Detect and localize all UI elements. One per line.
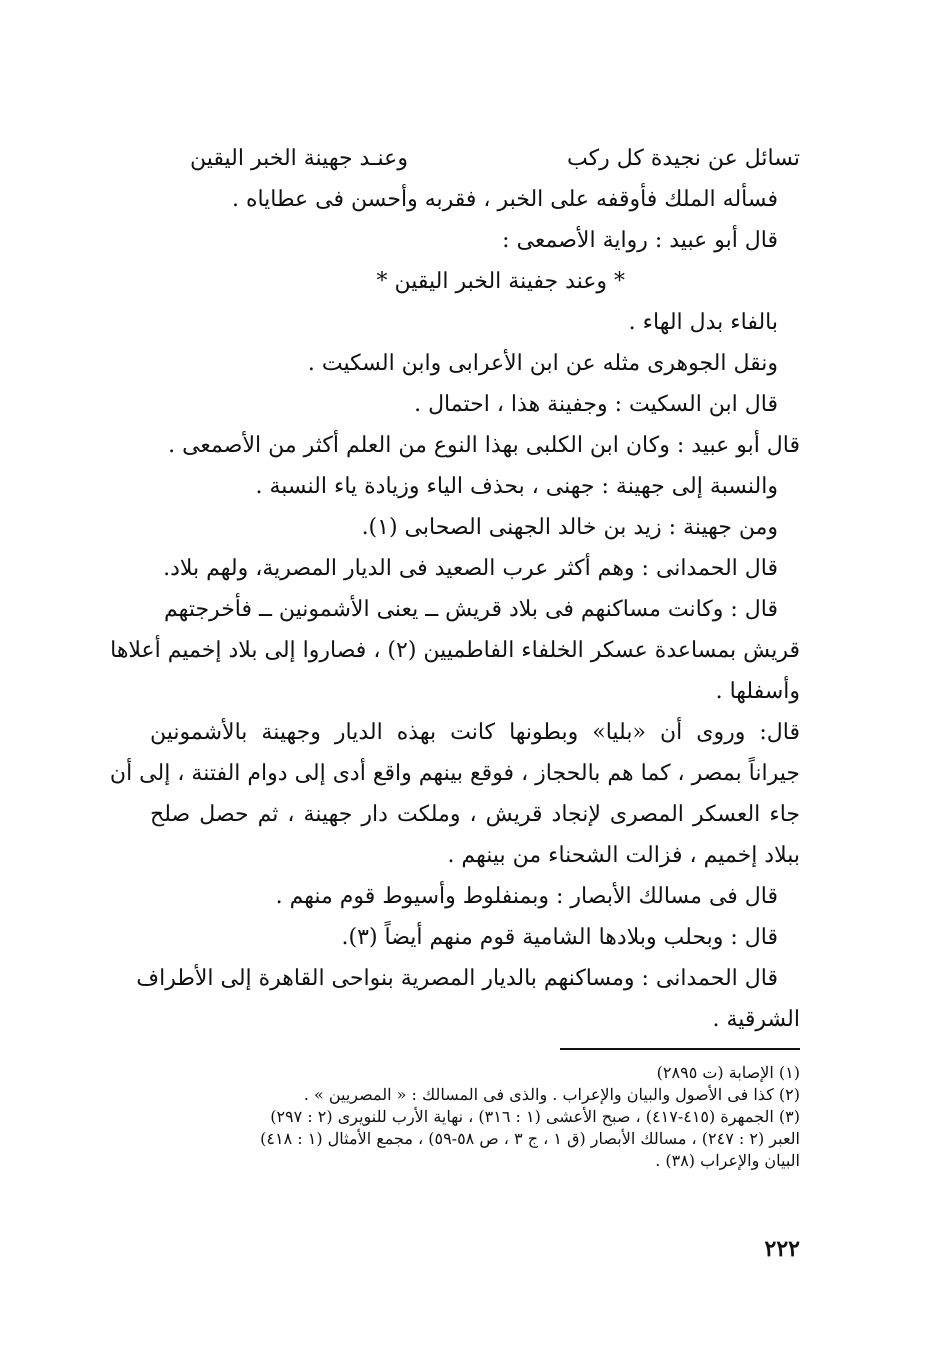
text-line: الشرقية .	[712, 1007, 800, 1032]
footnote-divider	[560, 1048, 800, 1050]
footnote: (٣) الجمهرة (٤١٥-٤١٧) ، صبح الأعشى (١ : ٣١٦) ، نهاية الأرب للنويرى (٢ : ٢٩٧)	[270, 1107, 800, 1126]
text-line: قال : وبحلب وبلادها الشامية قوم منهم أيضاً (٣).	[341, 925, 778, 950]
text-line: وأسفلها .	[715, 679, 800, 704]
text-line: قريش بمساعدة عسكر الخلفاء الفاطميين (٢) ، فصاروا إلى بلاد إخميم أعلاها	[110, 638, 800, 663]
text-line: قال فى مسالك الأبصار : وبمنفلوط وأسيوط قوم منهم .	[275, 884, 778, 909]
text-line: ومن جهينة : زيد بن خالد الجهنى الصحابى (١).	[361, 515, 778, 540]
quoted-verse: * وعند جفينة الخبر اليقين *	[376, 269, 625, 294]
text-line: والنسبة إلى جهينة : جهنى ، بحذف الياء وزيادة ياء النسبة .	[255, 474, 778, 499]
poem-verse	[150, 138, 800, 179]
text-line: قال: وروى أن «بليا» وبطونها كانت بهذه الديار وجهينة بالأشمونين	[150, 720, 800, 745]
footnote: (١) الإصابة (ت ٢٨٩٥)	[656, 1063, 800, 1082]
page-number: ٢٢٢	[764, 1236, 800, 1262]
text-line: ونقل الجوهرى مثله عن ابن الأعرابى وابن السكيت .	[307, 351, 778, 376]
footnote-continuation: البيان والإعراب (٣٨) .	[655, 1151, 800, 1170]
text-line: قال أبو عبيد : رواية الأصمعى :	[502, 228, 778, 253]
text-line: فسأله الملك فأوقفه على الخبر ، فقربه وأحسن فى عطاياه .	[231, 187, 778, 212]
poem-first-hemistich: تسائل عن نجيدة كل ركب	[567, 146, 800, 171]
text-line: قال : وكانت مساكنهم فى بلاد قريش ــ يعنى الأشمونين ــ فأخرجتهم	[164, 597, 778, 622]
text-line: قال الحمدانى : ومساكنهم بالديار المصرية بنواحى القاهرة إلى الأطراف	[136, 966, 778, 991]
text-line: جاء العسكر المصرى لإنجاد قريش ، وملكت دار جهينة ، ثم حصل صلح	[150, 802, 800, 827]
text-line: بالفاء بدل الهاء .	[628, 310, 778, 335]
footnote-continuation: العبر (٢ : ٢٤٧) ، مسالك الأبصار (ق ١ ، ج ٣ ، ص ٥٨-٥٩) ، مجمع الأمثال (١ : ٤١٨)	[260, 1129, 800, 1148]
text-line: قال أبو عبيد : وكان ابن الكلبى بهذا النوع من العلم أكثر من الأصمعى .	[168, 433, 800, 458]
footnotes	[150, 1062, 800, 1172]
footnote: (٢) كذا فى الأصول والبيان والإعراب . والذى فى المسالك : « المصريين » .	[303, 1085, 800, 1104]
text-line: قال ابن السكيت : وجفينة هذا ، احتمال .	[414, 392, 778, 417]
poem-second-hemistich: وعنـد جهينة الخبر اليقين	[190, 146, 408, 171]
text-line: ببلاد إخميم ، فزالت الشحناء من بينهم .	[447, 843, 800, 868]
text-line: جيراناً بمصر ، كما هم بالحجاز ، فوقع بينهم واقع أدى إلى دوام الفتنة ، إلى أن	[109, 761, 800, 786]
text-line: قال الحمدانى : وهم أكثر عرب الصعيد فى الديار المصرية، ولهم بلاد.	[163, 556, 778, 581]
main-text	[109, 138, 800, 1040]
